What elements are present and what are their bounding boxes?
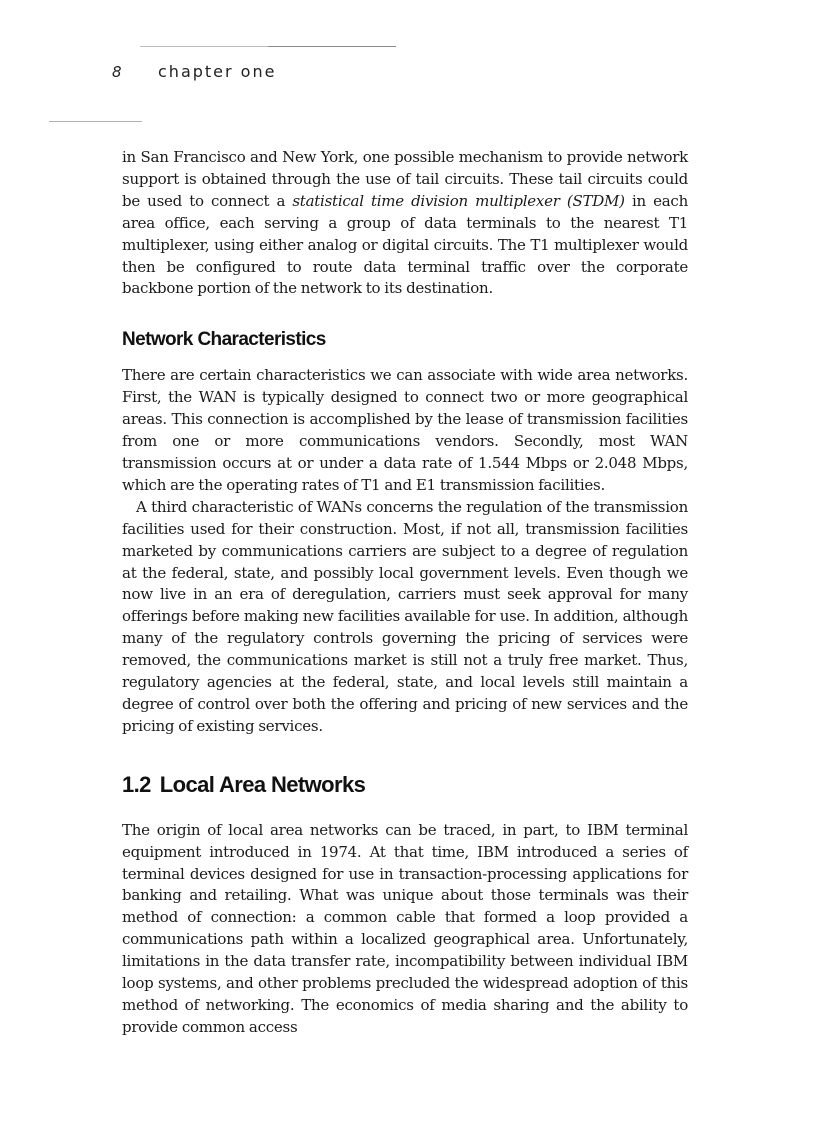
- section-heading-network-characteristics: Network Characteristics: [122, 329, 326, 351]
- section-heading-local-area-networks: [122, 770, 688, 800]
- page-number: 8: [112, 63, 122, 81]
- paragraph-lan-origin: The origin of local area networks can be traced, in part, to IBM terminal equipment introduced in 1974. At that time, IBM introduced a series of terminal devices designed for use in transaction-processing applications for banking and retailing. What was unique about those terminals was their method of connection: a common cable that formed a loop provided a communications path within a localized geographical area. Unfortunately, limitations in the data transfer rate, incompatibility between individual IBM loop systems, and other problems precluded the widespread adoption of this method of networking. The economics of media sharing and the ability to provide common access: [122, 820, 688, 1036]
- section-title: Local Area Networks: [159, 771, 366, 797]
- stdm-term: statistical time division multiplexer (STDM): [292, 191, 625, 210]
- running-head: [112, 62, 276, 86]
- page-body: [122, 147, 688, 1039]
- paragraph-wan-regulation: A third characteristic of WANs concerns the regulation of the transmission facilities used for their construction. Most, if not all, transmission facilities marketed by communications carriers are subject to a degree of regulation at the federal, state, and possibly local government levels. Even though we now live in an era of deregulation, carriers must seek approval for many offerings before making new facilities available for use. In addition, although many of the regulatory controls governing the pricing of services were removed, the communications market is still not a truly free market. Thus, regulatory agencies at the federal, state, and local levels still maintain a degree of control over both the offering and pricing of new services and the pricing of existing services.: [122, 497, 688, 735]
- margin-rule: [49, 121, 142, 122]
- intro-paragraph: in San Francisco and New York, one possible mechanism to provide network support is obtained through the use of tail circuits. These tail circuits could be used to connect a statistical time division multiplexer (STDM) in each area office, each serving a group of data terminals to the nearest T1 multiplexer, using either analog or digital circuits. The T1 multiplexer would then be configured to route data terminal traffic over the corporate backbone portion of the network to its destination.: [122, 148, 688, 298]
- header-rule-accent: [268, 46, 396, 47]
- chapter-title: chapter one: [158, 62, 277, 81]
- section-number: 1.2: [122, 771, 151, 797]
- paragraph-wan-characteristics: There are certain characteristics we can associate with wide area networks. First, the WAN is typically designed to connect two or more geographical areas. This connection is accomplished by the lease of transmission facilities from one or more communications vendors. Secondly, most WAN transmission occurs at or under a data rate of 1.544 Mbps or 2.048 Mbps, which are the operating rates of T1 and E1 transmission facilities.: [122, 366, 688, 494]
